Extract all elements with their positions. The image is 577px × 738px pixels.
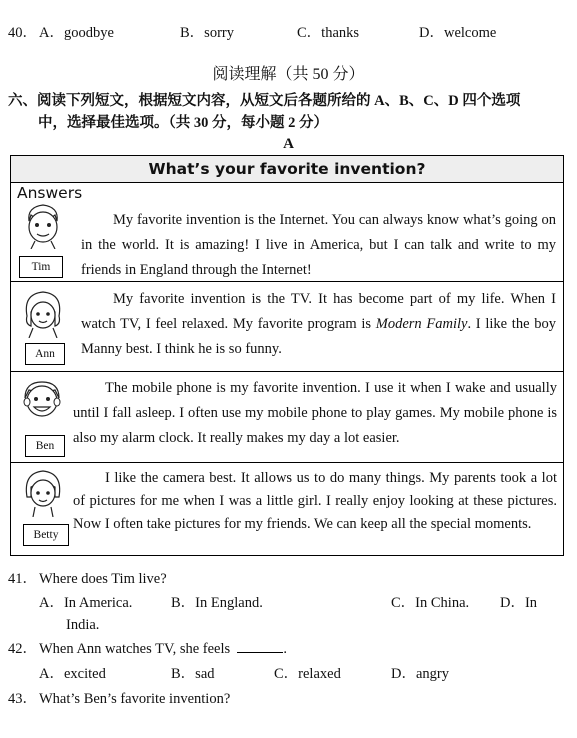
boy-smiling-avatar-icon <box>19 378 65 424</box>
section-6-instructions <box>8 90 568 134</box>
question-43-stem: What’s Ben’s favorite invention? <box>39 691 231 707</box>
answer-text-ann <box>81 287 556 362</box>
question-43 <box>8 688 568 710</box>
option-d-continued: India. <box>66 617 100 633</box>
boy-avatar-icon <box>21 201 65 249</box>
question-42 <box>8 638 568 688</box>
table-row-ben <box>11 371 563 463</box>
option-c: C．In China. <box>391 595 470 611</box>
answer-text-tim: My favorite invention is the Internet. You can always know what’s going on in the world. It is amazing! I live in America, but I can talk and write to my friends in England through the Internet! <box>81 212 556 278</box>
name-box-tim: Tim <box>19 256 63 278</box>
name-box-ann: Ann <box>25 343 65 365</box>
question-40-number: 40． <box>8 25 37 41</box>
option-c: C．thanks <box>297 25 360 41</box>
girl-avatar-icon <box>21 288 65 338</box>
girl-short-hair-avatar-icon <box>21 467 65 517</box>
ann-text-after: . I like the boy Manny best. I think he is so funny. <box>81 316 556 357</box>
passage-label: A <box>283 136 294 152</box>
answer-text-ben: The mobile phone is my favorite invention. I use it when I wake and usually until I fall asleep. I often use my mobile phone to play games. My mobile phone is also my alarm clock. It really makes my day a lot easier. <box>73 380 557 446</box>
option-b: B．In England. <box>171 595 263 611</box>
option-a: A．excited <box>39 666 106 682</box>
option-a: A．goodbye <box>39 25 114 41</box>
question-41 <box>8 568 568 634</box>
instructions-line-1: 六、阅读下列短文，根据短文内容，从短文后各题所给的 A、B、C、D 四个选项 <box>8 93 521 109</box>
option-a: A．In America. <box>39 595 133 611</box>
answer-blank <box>237 640 283 653</box>
table-row-betty <box>11 462 563 556</box>
question-42-number: 42． <box>8 641 37 657</box>
instructions-line-2: 中，选择最佳选项。（共 30 分，每小题 2 分） <box>38 115 328 131</box>
invention-table <box>10 155 564 556</box>
name-box-betty: Betty <box>23 524 69 546</box>
question-41-stem: Where does Tim live? <box>39 571 167 587</box>
question-42-stem: When Ann watches TV, she feels . <box>39 641 288 657</box>
option-b: B．sad <box>171 666 215 682</box>
question-40-options <box>8 21 568 41</box>
section-title: 阅读理解（共 50 分） <box>212 66 365 83</box>
name-box-ben: Ben <box>25 435 65 457</box>
option-b: B．sorry <box>180 25 234 41</box>
program-title: Modern Family <box>375 316 468 332</box>
table-row-tim <box>11 183 563 281</box>
option-d: D．angry <box>391 666 449 682</box>
table-row-ann <box>11 281 563 372</box>
option-d: D．In <box>500 595 538 611</box>
question-43-number: 43． <box>8 691 37 707</box>
question-41-number: 41． <box>8 571 37 587</box>
option-c: C．relaxed <box>274 666 341 682</box>
answers-label: Answers <box>17 184 83 202</box>
option-d: D．welcome <box>419 25 497 41</box>
table-title: What’s your favorite invention? <box>11 156 563 183</box>
answer-text-betty: I like the camera best. It allows us to do many things. My parents took a lot of pictures for me when I was a little girl. I really enjoy looking at these pictures. Now I often take pictures for my friends. We can keep all the special moments. <box>73 470 557 532</box>
ann-text-before: My favorite invention is the TV. It has become part of my life. When I watch TV, I feel relaxed. My favorite program is <box>81 291 556 332</box>
